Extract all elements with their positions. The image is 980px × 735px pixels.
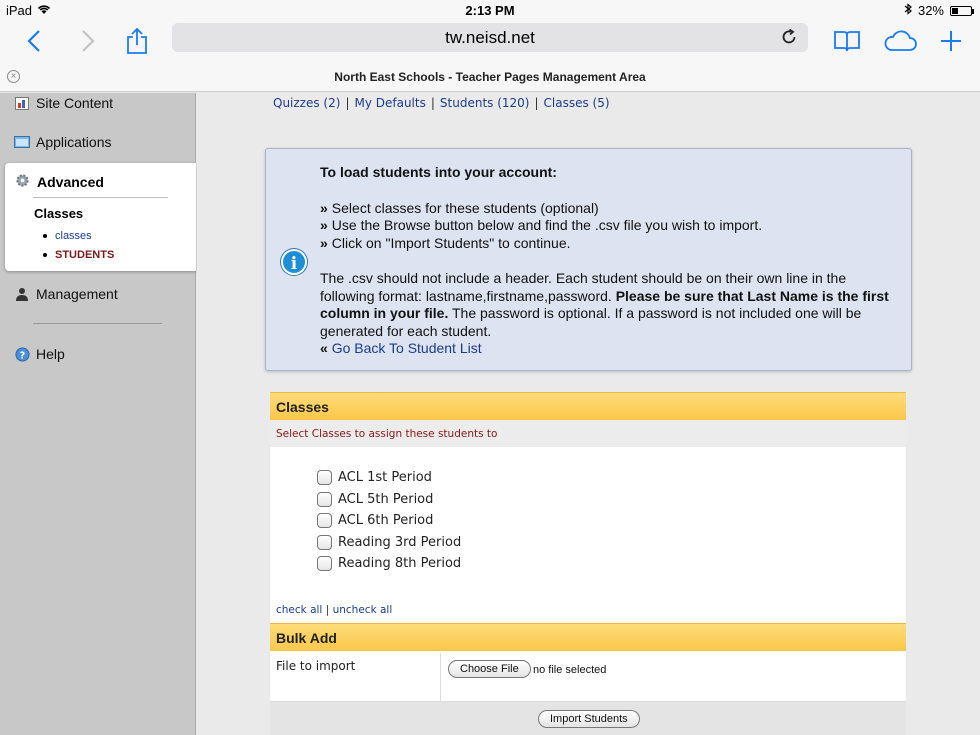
class-option[interactable]: ACL 1st Period xyxy=(317,467,461,489)
class-option[interactable]: Reading 8th Period xyxy=(317,553,461,575)
sidebar-item-label: Site Content xyxy=(36,95,114,111)
bookmarks-button[interactable] xyxy=(832,24,862,58)
user-icon xyxy=(14,287,30,301)
nav-link-quizzes[interactable]: Quizzes (2) xyxy=(273,96,341,110)
file-import-row xyxy=(270,653,906,702)
uncheck-all-link[interactable]: uncheck all xyxy=(332,604,393,616)
address-bar[interactable] xyxy=(172,23,808,52)
site-content-icon xyxy=(14,96,30,110)
checkbox[interactable] xyxy=(317,470,332,485)
no-file-selected-text: no file selected xyxy=(533,664,607,676)
help-icon xyxy=(14,347,30,361)
checkbox[interactable] xyxy=(317,492,332,507)
sidebar-item-advanced[interactable] xyxy=(15,173,104,191)
csv-format-note: The .csv should not include a header. Each student should be on their own line in the following format: lastname,firstname,password. Please be sure that Last Name is the first column in your file. The password is optional. If a password is not included one will be generated for each student. xyxy=(320,270,889,339)
classes-panel-subtitle: Select Classes to assign these students to xyxy=(270,420,906,447)
instruction-step: » Select classes for these students (optional) xyxy=(320,199,599,216)
advanced-links xyxy=(43,226,114,264)
link-students[interactable]: STUDENTS xyxy=(55,248,115,261)
sidebar-item-site-content[interactable] xyxy=(14,95,113,111)
status-bar xyxy=(0,0,980,20)
bulk-add-title: Bulk Add xyxy=(270,623,906,651)
instruction-step: » Click on "Import Students" to continue. xyxy=(320,234,571,251)
instruction-step: » Use the Browse button below and find the .csv file you wish to import. xyxy=(320,217,763,233)
back-button[interactable] xyxy=(22,24,46,58)
sidebar-item-label: Help xyxy=(36,346,65,362)
forward-button[interactable] xyxy=(76,24,100,58)
new-tab-button[interactable] xyxy=(938,24,964,58)
nav-link-students[interactable]: Students (120) xyxy=(439,96,530,110)
form-footer xyxy=(270,702,906,735)
bullet-icon xyxy=(43,234,47,238)
tab-bar xyxy=(0,64,980,92)
browser-toolbar xyxy=(0,20,980,64)
check-all-controls: check all | uncheck all xyxy=(276,604,393,616)
instructions-heading: To load students into your account: xyxy=(320,164,557,180)
divider xyxy=(33,197,168,198)
checkbox[interactable] xyxy=(317,535,332,550)
last-name-warning: Please be sure that Last Name is the first column in your file. xyxy=(320,287,889,321)
list-item xyxy=(43,245,114,264)
share-button[interactable] xyxy=(124,24,150,58)
top-navigation xyxy=(273,96,610,110)
section-heading-classes: Classes xyxy=(34,206,84,221)
class-checkbox-list xyxy=(317,467,461,575)
check-all-link[interactable]: check all xyxy=(276,604,323,616)
url-text: tw.neisd.net xyxy=(445,28,535,47)
step-bullet: » xyxy=(320,234,328,251)
list-item xyxy=(43,226,114,245)
share-icon xyxy=(126,27,148,55)
main-content xyxy=(197,93,980,735)
class-option[interactable]: Reading 3rd Period xyxy=(317,532,461,554)
sidebar-item-label: Applications xyxy=(36,134,112,150)
sidebar-item-help[interactable] xyxy=(14,346,65,362)
battery-icon xyxy=(950,6,972,16)
choose-file-button[interactable]: Choose File xyxy=(448,660,531,678)
sidebar-item-management[interactable] xyxy=(14,286,118,302)
instructions-box xyxy=(265,148,912,371)
battery-percent: 32% xyxy=(917,3,944,18)
bluetooth-icon xyxy=(904,3,912,18)
cloud-icon xyxy=(883,30,917,52)
info-icon: i xyxy=(281,249,307,275)
page-title: North East Schools - Teacher Pages Management Area xyxy=(334,70,646,84)
step-bullet: » xyxy=(320,217,328,233)
applications-icon xyxy=(14,135,30,149)
close-tab-icon[interactable]: × xyxy=(7,70,20,83)
device-name: iPad xyxy=(6,3,33,18)
classes-panel-title: Classes xyxy=(270,392,906,420)
checkbox[interactable] xyxy=(317,556,332,571)
checkbox[interactable] xyxy=(317,513,332,528)
back-bullet: « xyxy=(320,340,328,356)
icloud-tabs-button[interactable] xyxy=(882,24,918,58)
advanced-panel xyxy=(5,163,196,271)
import-students-button[interactable]: Import Students xyxy=(538,710,640,728)
book-icon xyxy=(833,29,861,53)
reload-icon[interactable] xyxy=(780,28,798,46)
divider xyxy=(33,323,162,324)
class-option[interactable]: ACL 5th Period xyxy=(317,489,461,511)
plus-icon xyxy=(940,30,962,52)
nav-separator: | xyxy=(345,96,350,110)
sidebar-item-applications[interactable] xyxy=(14,134,112,150)
step-bullet: » xyxy=(320,199,328,216)
nav-link-classes[interactable]: Classes (5) xyxy=(543,96,610,110)
back-to-student-list-link[interactable]: Go Back To Student List xyxy=(331,340,482,356)
chevron-left-icon xyxy=(27,30,41,52)
bullet-icon xyxy=(43,253,47,257)
divider xyxy=(440,653,441,702)
file-to-import-label: File to import xyxy=(276,659,356,673)
nav-separator: | xyxy=(430,96,435,110)
svg-text:?: ? xyxy=(19,349,25,361)
sidebar-item-label: Advanced xyxy=(37,174,104,190)
gear-icon xyxy=(15,173,30,191)
class-option[interactable]: ACL 6th Period xyxy=(317,510,461,532)
nav-link-my-defaults[interactable]: My Defaults xyxy=(354,96,426,110)
sidebar xyxy=(0,93,196,735)
sidebar-item-label: Management xyxy=(36,286,118,302)
link-classes[interactable]: classes xyxy=(55,229,92,242)
classes-panel xyxy=(270,392,906,735)
nav-separator: | xyxy=(534,96,539,110)
battery-level xyxy=(952,8,958,14)
chevron-right-icon xyxy=(81,30,95,52)
clock: 2:13 PM xyxy=(465,3,515,18)
